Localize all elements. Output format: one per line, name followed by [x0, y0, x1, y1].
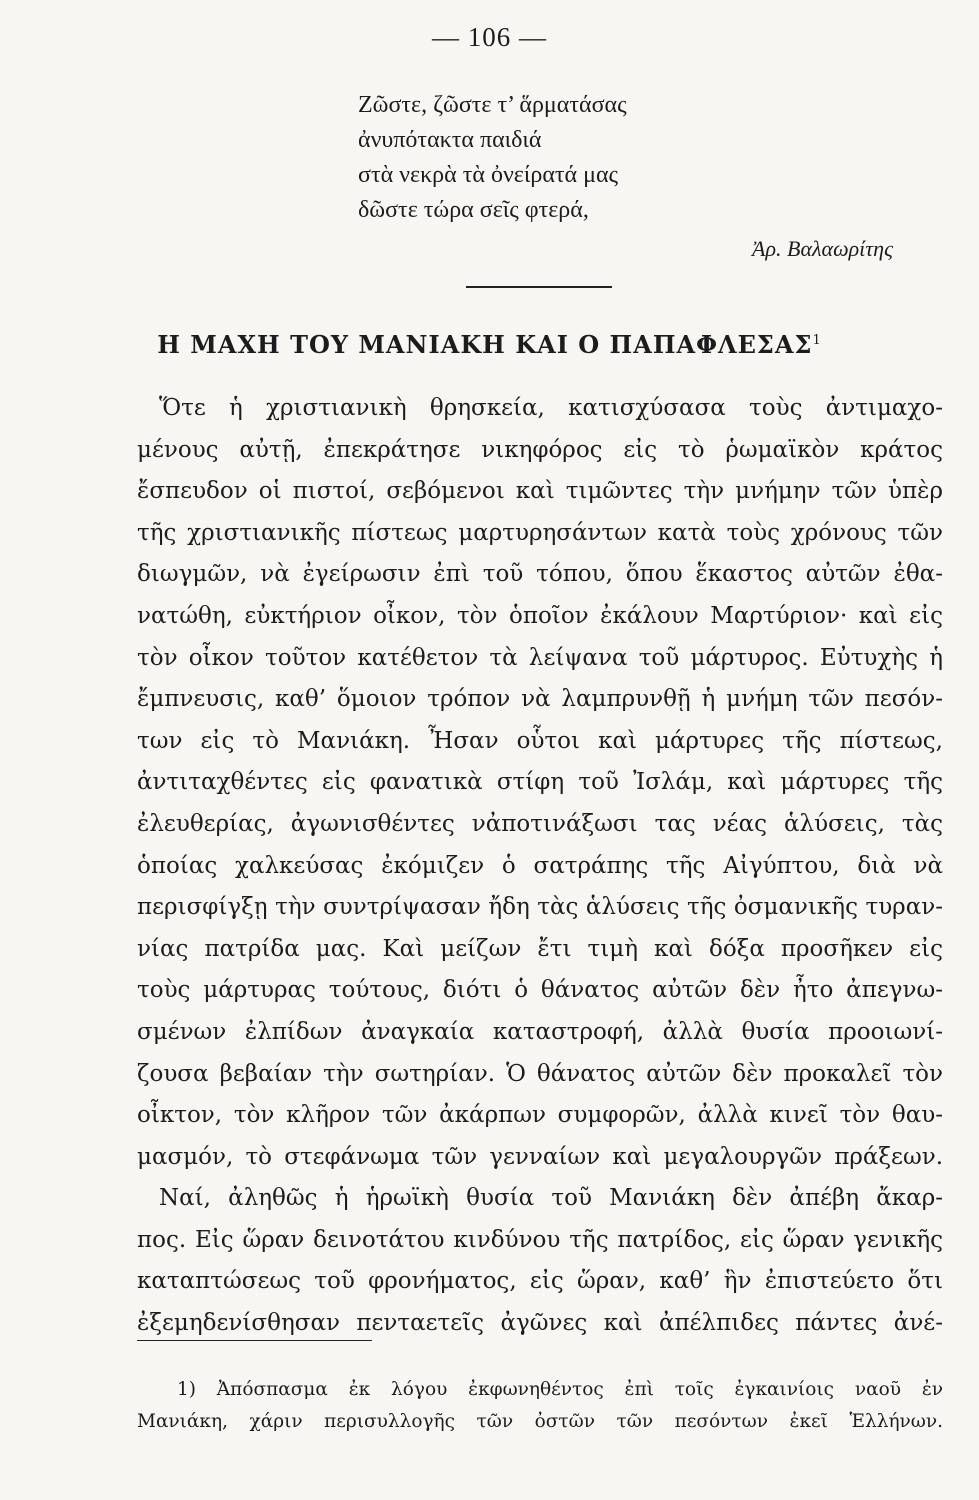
body-line: διωγμῶν, νὰ ἐγείρωσιν ἐπὶ τοῦ τόπου, ὅπου ἕκαστος αὐτῶν ἐθα- — [137, 561, 943, 588]
body-line: των εἰς τὸ Μανιάκη. Ἦσαν οὗτοι καὶ μάρτυρες τῆς πίστεως, — [137, 727, 943, 754]
body-line: περισφίγξῃ τὴν συντρίψασαν ἤδη τὰς ἁλύσεις τῆς ὀσμανικῆς τυραν- — [137, 894, 943, 921]
body-line: σμένων ἐλπίδων ἀναγκαία καταστροφή, ἀλλὰ θυσία προοιωνί- — [137, 1018, 943, 1045]
body-text — [137, 388, 943, 1345]
section-title — [0, 330, 979, 359]
body-line: ἐλευθερίας, ἀγωνισθέντες νἀποτινάξωσι τας νέας ἁλύσεις, τὰς — [137, 810, 943, 837]
epigraph-poem — [358, 88, 627, 228]
poem-line: στὰ νεκρὰ τὰ ὀνείρατά μας — [358, 162, 619, 188]
body-line: μασμόν, τὸ στεφάνωμα τῶν γενναίων καὶ μεγαλουργῶν πράξεων. — [137, 1143, 943, 1170]
body-line: μένους αὐτῇ, ἐπεκράτησε νικηφόρος εἰς τὸ ῥωμαϊκὸν κράτος — [137, 436, 943, 463]
poem-line: Ζῶστε, ζῶστε τ’ ἅρματάσας — [358, 92, 627, 118]
poem-author: Ἀρ. Βαλαωρίτης — [752, 236, 893, 261]
body-line: ἔμπνευσις, καθ’ ὅμοιον τρόπον νὰ λαμπρυνθῇ ἡ μνήμη τῶν πεσόν- — [137, 686, 943, 713]
footnote-rule — [137, 1340, 372, 1341]
separator-rule — [466, 286, 612, 288]
footnote-line: 1) Ἀπόσπασμα ἐκ λόγου ἐκφωνηθέντος ἐπὶ τοῖς ἐγκαινίοις ναοῦ ἐν — [177, 1379, 943, 1400]
body-line: τῆς χριστιανικῆς πίστεως μαρτυρησάντων κατὰ τοὺς χρόνους τῶν — [137, 519, 943, 546]
body-line: Ὅτε ἡ χριστιανικὴ θρησκεία, κατισχύσασα τοὺς ἀντιμαχο- — [159, 395, 943, 421]
section-title-text: Η ΜΑΧΗ ΤΟΥ ΜΑΝΙΑΚΗ ΚΑΙ Ο ΠΑΠΑΦΛΕΣΑΣ — [157, 330, 813, 359]
body-line: ζουσα βεβαίαν τὴν σωτηρίαν. Ὁ θάνατος αὐτῶν δὲν προκαλεῖ τὸν — [137, 1060, 943, 1087]
body-line: πος. Εἰς ὥραν δεινοτάτου κινδύνου τῆς πατρίδος, εἰς ὥραν γενικῆς — [137, 1226, 943, 1253]
body-line: ἔσπευδον οἱ πιστοί, σεβόμενοι καὶ τιμῶντες τὴν μνήμην τῶν ὑπὲρ — [137, 478, 943, 505]
poem-line: δῶστε τώρα σεῖς φτερά, — [358, 197, 589, 223]
body-line: Ναί, ἀληθῶς ἡ ἡρωϊκὴ θυσία τοῦ Μανιάκη δὲν ἀπέβη ἄκαρ- — [159, 1185, 943, 1212]
footnote — [137, 1374, 943, 1438]
body-line: ἀντιταχθέντες εἰς φανατικὰ στίφη τοῦ Ἰσλάμ, καὶ μάρτυρες τῆς — [137, 769, 943, 796]
footnote-reference: 1 — [812, 333, 822, 348]
body-line: νατώθη, εὐκτήριον οἶκον, τὸν ὁποῖον ἐκάλουν Μαρτύριον· καὶ εἰς — [137, 602, 943, 629]
page-number: — 106 — — [432, 22, 547, 52]
body-line: καταπτώσεως τοῦ φρονήματος, εἰς ὥραν, καθ’ ἣν ἐπιστεύετο ὅτι — [137, 1268, 943, 1295]
body-line: τοὺς μάρτυρας τούτους, διότι ὁ θάνατος αὐτῶν δὲν ἦτο ἀπεγνω- — [137, 977, 943, 1004]
body-line: ὁποίας χαλκεύσας ἐκόμιζεν ὁ σατράπης τῆς Αἰγύπτου, διὰ νὰ — [137, 852, 943, 879]
footnote-line: Μανιάκη, χάριν περισυλλογῆς τῶν ὀστῶν τῶν πεσόντων ἐκεῖ Ἑλλήνων. — [137, 1411, 943, 1432]
body-line: τὸν οἶκον τοῦτον κατέθετον τὰ λείψανα τοῦ μάρτυρος. Εὐτυχὴς ἡ — [137, 644, 943, 671]
body-line: ἐξεμηδενίσθησαν πενταετεῖς ἀγῶνες καὶ ἀπέλπιδες πάντες ἀνέ- — [137, 1310, 943, 1337]
poem-line: ἀνυπότακτα παιδιά — [358, 127, 542, 153]
body-line: νίας πατρίδα μας. Καὶ μείζων ἔτι τιμὴ καὶ δόξα προσῆκεν εἰς — [137, 935, 943, 962]
body-line: οἶκτον, τὸν κλῆρον τῶν ἀκάρπων συμφορῶν, ἀλλὰ κινεῖ τὸν θαυ- — [137, 1102, 943, 1129]
